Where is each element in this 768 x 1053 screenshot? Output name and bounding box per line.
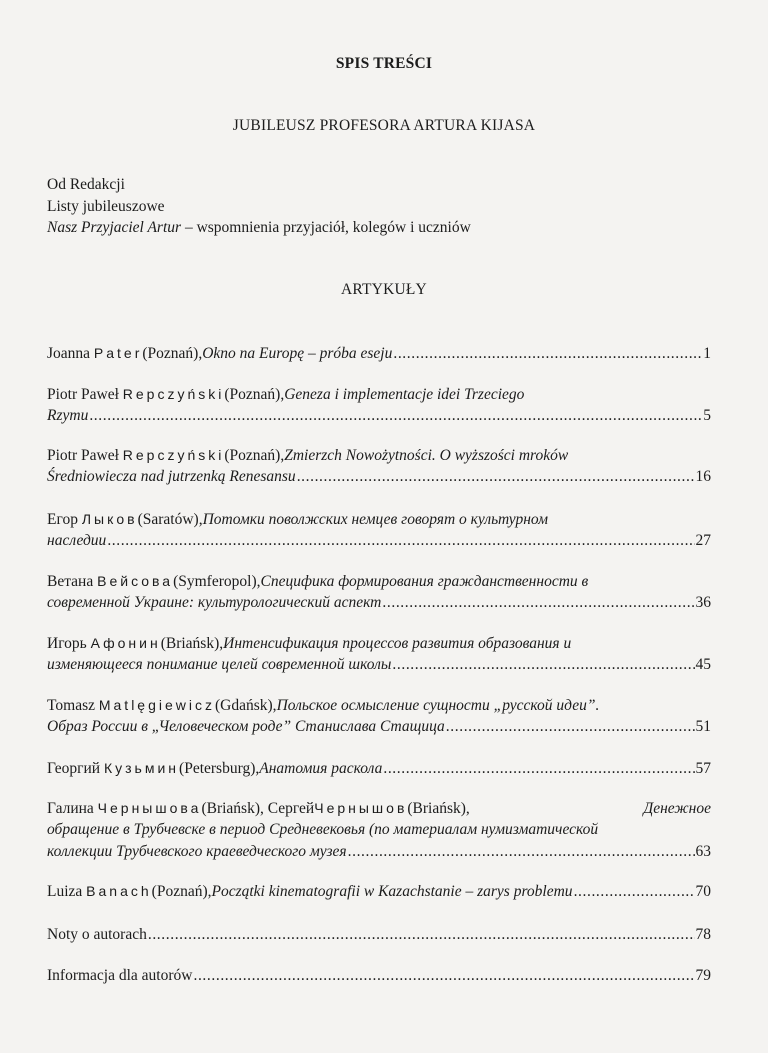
author-first: Галина <box>47 800 94 817</box>
author-first: Игорь <box>47 635 87 652</box>
author-first: Luiza <box>47 883 83 900</box>
page-number: 51 <box>695 718 711 735</box>
article-title: Польское осмысление сущности „русской идеи”. <box>276 697 600 714</box>
page-number: 57 <box>695 760 711 777</box>
toc-entry <box>47 694 711 738</box>
toc-entry <box>47 797 711 863</box>
leader-dots <box>393 343 702 365</box>
entry-label: Informacja dla autorów <box>47 967 193 984</box>
author-first: Ветана <box>47 573 94 590</box>
toc-entry <box>47 444 711 488</box>
article-title: Geneza i implementacje idei Trzeciego <box>284 386 525 403</box>
author-first: Piotr Paweł <box>47 447 119 464</box>
leader-dots <box>382 592 694 614</box>
toc-entry <box>47 632 711 676</box>
toc-entry <box>47 880 711 902</box>
toc-entry <box>47 342 711 364</box>
page-number: 1 <box>703 345 711 362</box>
page-title: SPIS TREŚCI <box>335 55 433 72</box>
author-last: Чернышова <box>97 800 202 816</box>
article-title: Интенсификация процессов развития образования и <box>223 635 572 652</box>
toc-entry <box>47 383 711 427</box>
author-last: Афонин <box>90 635 161 651</box>
section-heading-articles: ARTYKUŁY <box>341 281 427 298</box>
author-place: (Poznań), <box>151 883 212 900</box>
author-first: Joanna <box>47 345 91 362</box>
leader-dots <box>148 924 695 946</box>
article-title: Специфика формирования гражданственности в <box>260 573 589 590</box>
author-last: Вейсова <box>97 573 174 589</box>
page-number: 36 <box>695 594 711 611</box>
leader-dots <box>348 841 695 863</box>
toc-entry <box>47 570 711 614</box>
author-place: (Poznań), <box>142 345 203 362</box>
leader-dots <box>446 716 695 738</box>
page-number: 5 <box>703 407 711 424</box>
intro-item-italic: Nasz Przyjaciel Artur <box>47 219 182 236</box>
article-title-cont: изменяющееся понимание целей современной школы <box>47 656 392 673</box>
article-title: Początki kinematografii w Kazachstanie – zarys problemu <box>211 883 573 900</box>
author-first: Егор <box>47 511 78 528</box>
author-place: (Symferopol), <box>173 573 261 590</box>
article-title-cont: Образ России в „Человеческом роде” Станислава Стащица <box>47 718 445 735</box>
entry-label: Noty o autorach <box>47 926 147 943</box>
page-number: 63 <box>695 843 711 860</box>
article-title-cont: коллекции Трубчевского краеведческого музея <box>47 843 347 860</box>
toc-entry <box>47 965 711 987</box>
page-number: 27 <box>695 532 711 549</box>
article-title-cont: наследии <box>47 532 107 549</box>
toc-entry <box>47 757 711 779</box>
author-first: Георгий <box>47 760 101 777</box>
article-title-cont: Rzymu <box>47 407 89 424</box>
page-number: 45 <box>695 656 711 673</box>
leader-dots <box>89 405 702 427</box>
author-place: (Poznań), <box>224 447 285 464</box>
author-place: (Poznań), <box>224 386 285 403</box>
author-last: Banach <box>86 883 152 899</box>
author-place: (Petersburg), <box>179 760 260 777</box>
intro-item <box>47 219 471 237</box>
author-place: (Saratów), <box>137 511 203 528</box>
page-number: 16 <box>695 468 711 485</box>
article-title-cont: обращение в Трубчевске в период Средневековья (по материалам нумизматической <box>47 821 599 838</box>
toc-entry <box>47 508 711 552</box>
intro-item: Od Redakcji <box>47 176 125 193</box>
author-last-2: Чернышов <box>314 800 408 816</box>
author-last: Repczyński <box>122 447 225 463</box>
intro-item: Listy jubileuszowe <box>47 198 165 215</box>
author-last: Кузьмин <box>103 760 180 776</box>
author-last: Лыков <box>81 511 138 527</box>
section-heading-jubilee: JUBILEUSZ PROFESORA ARTURA KIJASA <box>232 117 536 134</box>
leader-dots <box>574 881 695 903</box>
leader-dots <box>193 965 694 987</box>
page-number: 70 <box>695 883 711 900</box>
article-title-cont: современной Украине: культурологический аспект <box>47 594 382 611</box>
author-last: Pater <box>93 345 143 361</box>
intro-item-text: – wspomnienia przyjaciół, kolegów i uczniów <box>181 219 471 236</box>
author-place: (Briańsk), <box>160 635 224 652</box>
author-first: Tomasz <box>47 697 95 714</box>
page-number: 78 <box>695 926 711 943</box>
article-title: Анатомия раскола <box>259 760 383 777</box>
leader-dots <box>383 758 694 780</box>
toc-entry <box>47 924 711 946</box>
author-last: Repczyński <box>122 386 225 402</box>
article-title: Денежное <box>643 800 711 817</box>
article-title: Zmierzch Nowożytności. O wyższości mroków <box>284 447 569 464</box>
article-title-cont: Średniowiecza nad jutrzenką Renesansu <box>47 468 296 485</box>
author-last: Matlęgiewicz <box>98 697 215 713</box>
leader-dots <box>107 530 694 552</box>
article-title: Потомки поволжских немцев говорят о культурном <box>202 511 548 528</box>
leader-dots <box>392 654 694 676</box>
leader-dots <box>297 466 695 488</box>
page-number: 79 <box>695 967 711 984</box>
author-first: Piotr Paweł <box>47 386 119 403</box>
article-title: Okno na Europę – próba eseju <box>202 345 393 362</box>
author-place: (Gdańsk), <box>215 697 277 714</box>
author-place: (Briańsk), Сергей <box>201 800 315 817</box>
author-place-2: (Briańsk), <box>407 800 470 817</box>
